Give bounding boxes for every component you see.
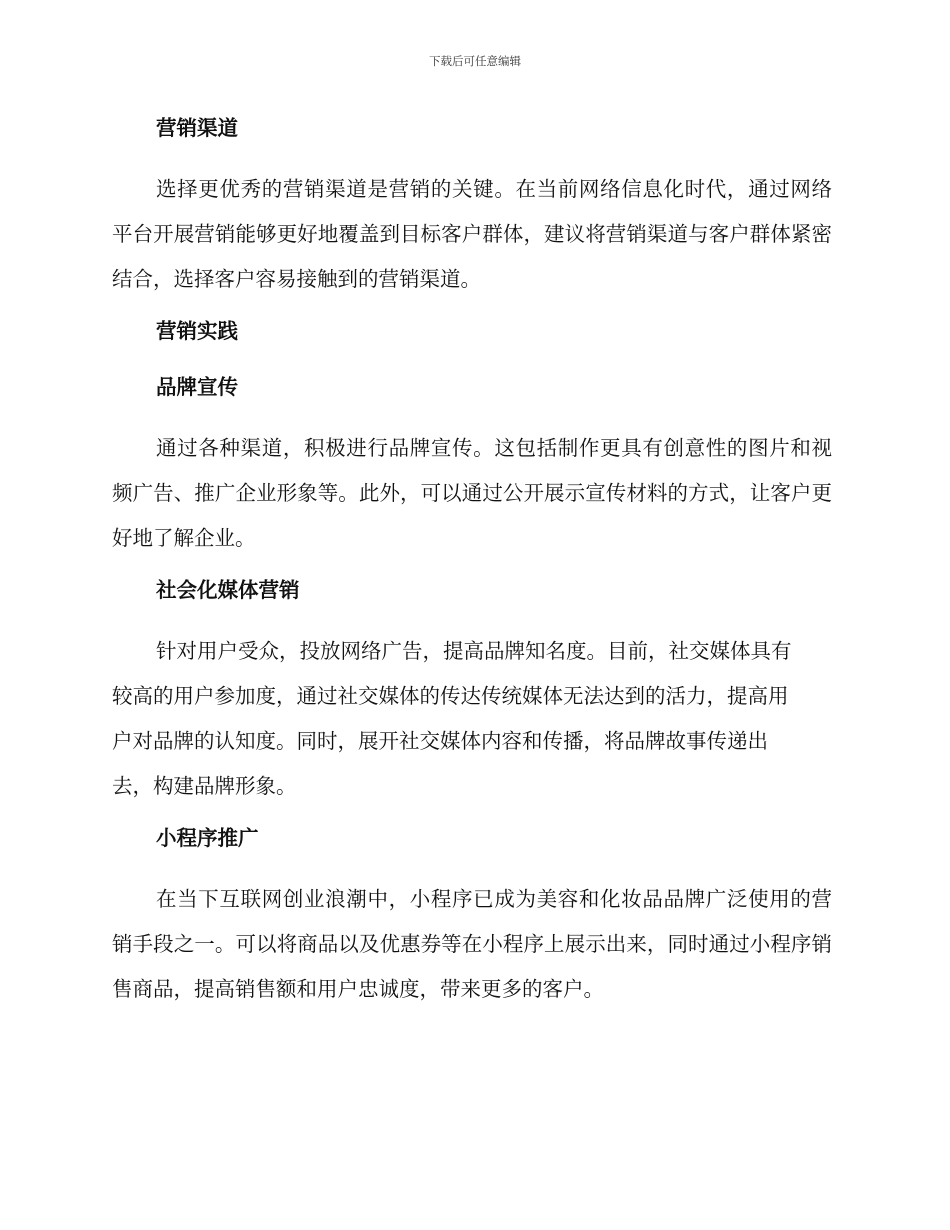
section-heading-brand-promotion: 品牌宣传 bbox=[156, 375, 238, 399]
section-heading-marketing-channels: 营销渠道 bbox=[156, 116, 238, 140]
paragraph-line: 针对用户受众，投放网络广告，提高品牌知名度。目前，社交媒体具有 bbox=[156, 639, 792, 663]
paragraph-mini-program-promotion: 在当下互联网创业浪潮中，小程序已成为美容和化妆品品牌广泛使用的营销手段之一。可以将商品以及优惠券等在小程序上展示出来，同时通过小程序销售商品，提高销售额和用户忠诚度，带来更多的客户。 bbox=[112, 887, 832, 1001]
paragraph-line: 去，构建品牌形象。 bbox=[112, 774, 297, 798]
section-heading-social-media-marketing: 社会化媒体营销 bbox=[156, 578, 300, 602]
section-heading-marketing-practice: 营销实践 bbox=[156, 319, 238, 343]
paragraph-marketing-channels: 选择更优秀的营销渠道是营销的关键。在当前网络信息化时代，通过网络平台开展营销能够更好地覆盖到目标客户群体，建议将营销渠道与客户群体紧密结合，选择客户容易接触到的营销渠道。 bbox=[112, 177, 832, 291]
document-body bbox=[112, 112, 832, 1012]
page-header: 下载后可任意编辑 bbox=[429, 54, 521, 68]
paragraph-social-media-marketing bbox=[112, 629, 832, 809]
paragraph-brand-promotion: 通过各种渠道，积极进行品牌宣传。这包括制作更具有创意性的图片和视频广告、推广企业形象等。此外，可以通过公开展示宣传材料的方式，让客户更好地了解企业。 bbox=[112, 436, 832, 550]
section-heading-mini-program-promotion: 小程序推广 bbox=[156, 826, 259, 850]
paragraph-line: 户对品牌的认知度。同时，展开社交媒体内容和传播，将品牌故事传递出 bbox=[112, 729, 768, 753]
paragraph-line: 较高的用户参加度，通过社交媒体的传达传统媒体无法达到的活力，提高用 bbox=[112, 684, 789, 708]
